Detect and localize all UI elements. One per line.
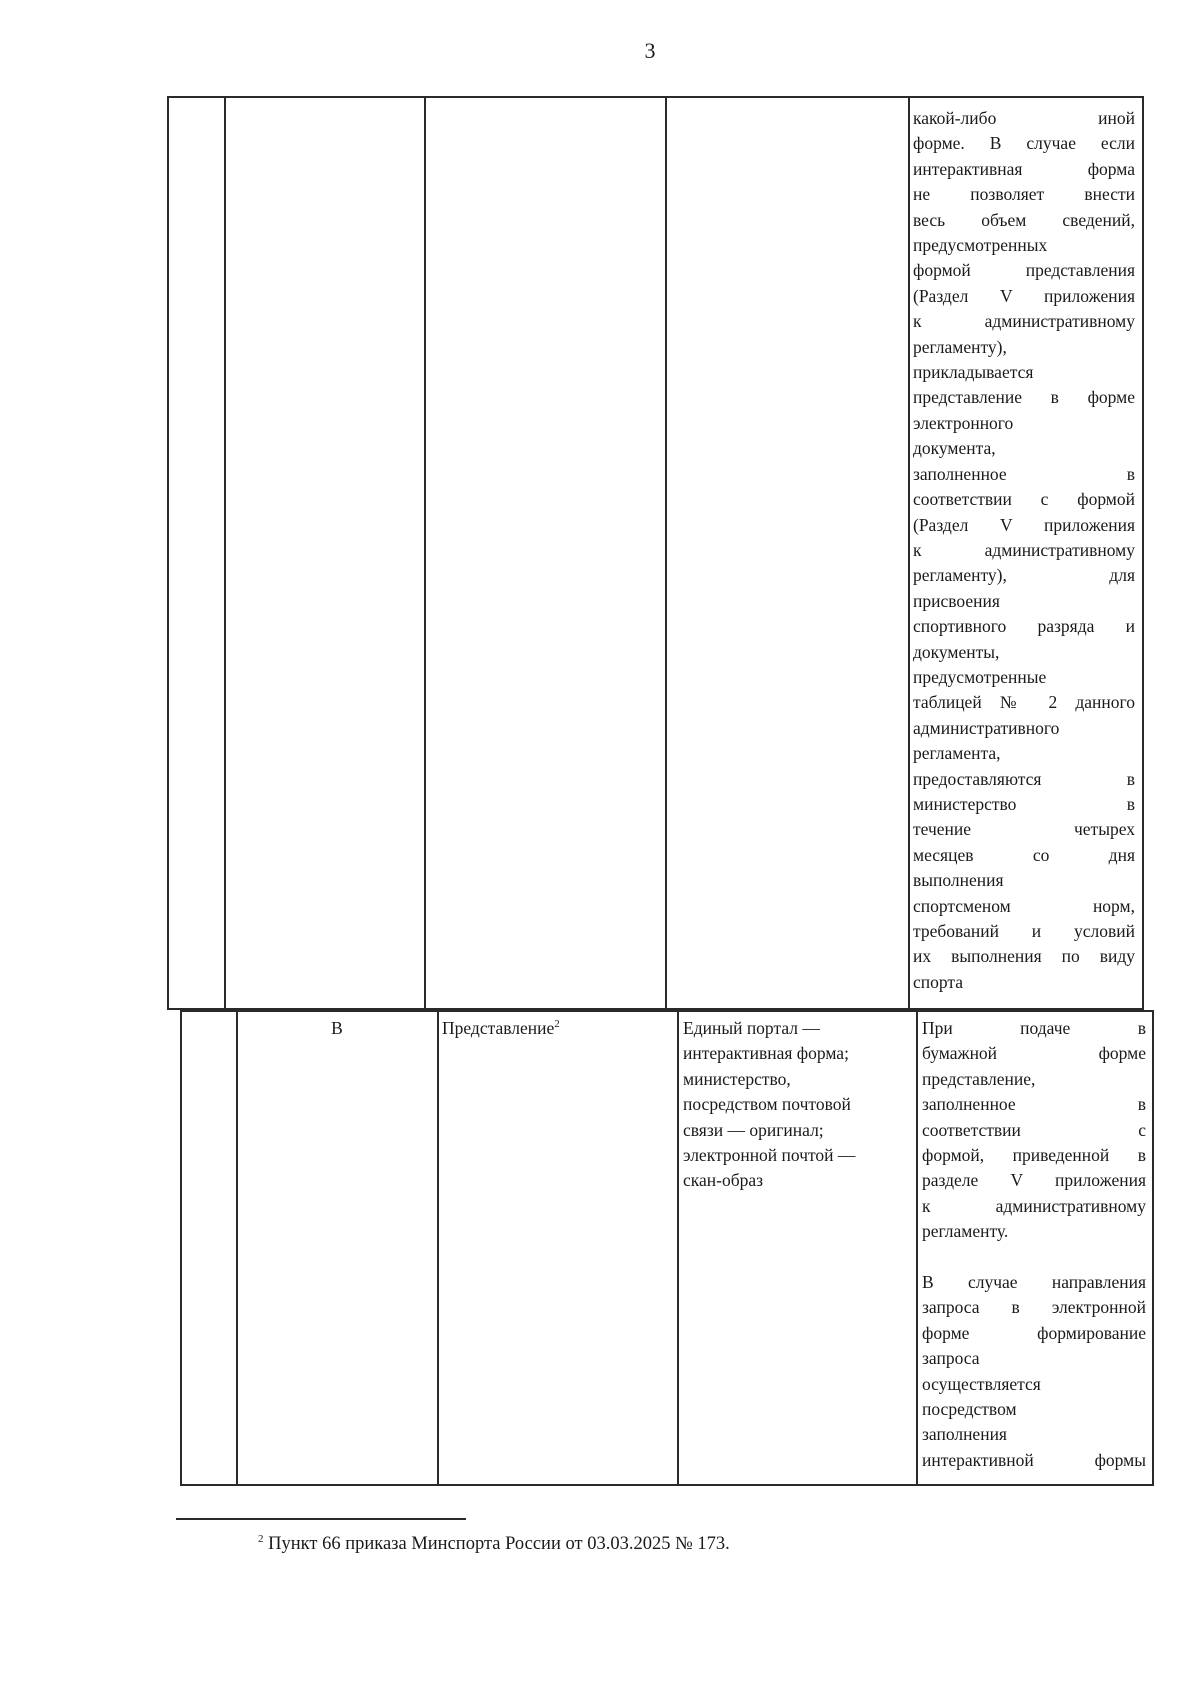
text-line: месяцев со дня [913, 844, 1135, 865]
row2-col5-left-border [916, 1010, 918, 1486]
text-line: министерство в [913, 793, 1135, 814]
text-line: регламенту), для [913, 565, 1135, 586]
footnote-reference: 2 [554, 1018, 560, 1030]
text-line: Единый портал — [683, 1018, 820, 1038]
text-line: бумажной форме [922, 1043, 1146, 1064]
text-line: заполненное в [922, 1094, 1146, 1115]
row1-col2-left-border [224, 96, 226, 1010]
text-line: При подаче в [922, 1018, 1146, 1038]
text-line: министерство, [683, 1068, 791, 1089]
text-line: связи — оригинал; [683, 1119, 824, 1140]
text-line: документа, [913, 438, 996, 459]
row1-top-border [167, 96, 1144, 98]
text-line: течение четырех [913, 819, 1135, 840]
text-line: требований и условий [913, 921, 1135, 941]
text-line: интерактивная форма; [683, 1043, 849, 1064]
text-line: прикладывается [913, 362, 1034, 383]
text-line: (Раздел V приложения [913, 285, 1135, 306]
text-line: В [331, 1018, 343, 1038]
text-line: регламенту. [922, 1221, 1009, 1242]
text-line: интерактивная форма [913, 158, 1135, 179]
row2-col4-text [683, 1016, 911, 1194]
text-line: регламенту), [913, 336, 1007, 357]
row2-col2-text [238, 1016, 436, 1041]
representation-label: Представление [442, 1018, 555, 1038]
text-line [442, 1016, 672, 1041]
row2-col1-left-border [180, 1010, 182, 1486]
row1-col4-left-border [665, 96, 667, 1010]
text-line: электронной почтой — [683, 1145, 856, 1166]
row1-col3-left-border [424, 96, 426, 1010]
text-line: присвоения [913, 590, 1000, 611]
text-line: представление, [922, 1068, 1036, 1089]
footnote-text: Пункт 66 приказа Минспорта России от 03.03.2025 № 173. [268, 1534, 730, 1554]
text-line: предусмотренные [913, 666, 1047, 687]
text-line: соответствии с [922, 1119, 1146, 1140]
text-line: таблицей № 2 данного [913, 692, 1135, 713]
text-line: документы, [913, 641, 1000, 662]
row1-right-border [1142, 96, 1144, 1010]
text-line: спорта [913, 971, 964, 992]
text-line: форме. В случае если [913, 133, 1135, 154]
text-line: заполнения [922, 1424, 1007, 1445]
row1-col5-left-border [908, 96, 910, 1010]
row2-col3-text [442, 1016, 672, 1041]
text-line: административного [913, 717, 1060, 738]
text-line: предоставляются в [913, 768, 1135, 789]
text-line: интерактивной формы [922, 1449, 1146, 1470]
footnote-mark: 2 [258, 1533, 264, 1545]
text-line: В случае направления [922, 1272, 1146, 1293]
row1-col1-left-border [167, 96, 169, 1010]
text-line: к административному [913, 311, 1135, 332]
row2-top-border [180, 1010, 1154, 1012]
text-line: их выполнения по виду [913, 946, 1135, 967]
text-line: посредством [922, 1399, 1017, 1420]
text-line: весь объем сведений, [913, 209, 1135, 230]
text-line: предусмотренных [913, 235, 1048, 256]
text-line: спортивного разряда и [913, 616, 1135, 637]
row1-col5-text [913, 106, 1135, 995]
text-line: какой-либо иной [913, 108, 1135, 128]
text-line: электронного [913, 412, 1014, 433]
text-line: формой, приведенной в [922, 1145, 1146, 1166]
text-line: форме формирование [922, 1322, 1146, 1343]
text-line: к административному [922, 1195, 1146, 1216]
text-line: разделе V приложения [922, 1170, 1146, 1191]
text-line: формой представления [913, 260, 1135, 281]
text-line: выполнения [913, 870, 1004, 891]
text-line: осуществляется [922, 1373, 1041, 1394]
text-line: посредством почтовой [683, 1094, 851, 1115]
text-line: не позволяет внести [913, 184, 1135, 205]
text-line: к административному [913, 539, 1135, 560]
footnote-separator [176, 1518, 466, 1520]
row2-bottom-border [180, 1484, 1154, 1486]
text-line: заполненное в [913, 463, 1135, 484]
text-line: запроса в электронной [922, 1297, 1146, 1318]
text-line: запроса [922, 1348, 980, 1369]
text-line: соответствии с формой [913, 489, 1135, 510]
page-number: 3 [644, 38, 656, 63]
row2-col5-text [922, 1016, 1146, 1473]
text-line: регламента, [913, 743, 1001, 764]
paragraph-gap [922, 1245, 1146, 1270]
text-line: представление в форме [913, 387, 1135, 408]
text-line: спортсменом норм, [913, 895, 1135, 916]
footnote [258, 1534, 730, 1555]
text-line: скан-образ [683, 1170, 764, 1191]
row2-col2-left-border [236, 1010, 238, 1486]
row2-col4-left-border [677, 1010, 679, 1486]
row2-right-border [1152, 1010, 1154, 1486]
text-line: (Раздел V приложения [913, 514, 1135, 535]
row2-col3-left-border [437, 1010, 439, 1486]
